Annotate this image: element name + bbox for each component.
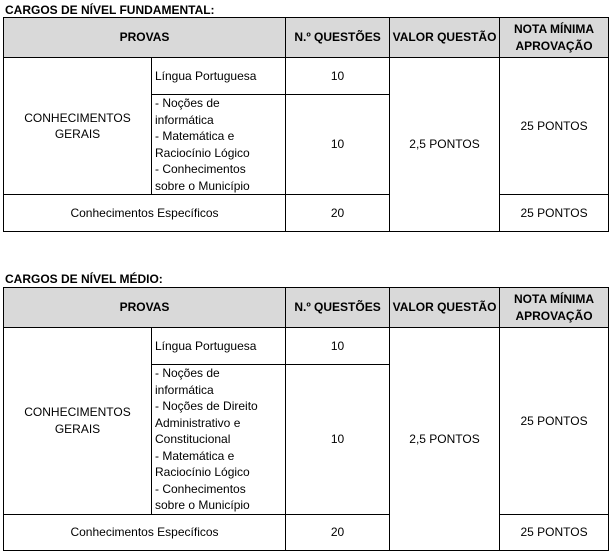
questions-cell: 10	[286, 328, 390, 365]
exam-table-fundamental	[3, 17, 609, 232]
subject-cell: Língua Portuguesa	[152, 58, 286, 95]
table-header-row	[4, 288, 609, 328]
questions-cell: 10	[286, 58, 390, 95]
table-header-row	[4, 18, 609, 58]
group-label-conhecimentos-gerais: CONHECIMENTOS GERAIS	[4, 328, 152, 515]
group-label-conhecimentos-gerais: CONHECIMENTOS GERAIS	[4, 58, 152, 195]
header-provas: PROVAS	[4, 288, 286, 328]
subject-cell: Língua Portuguesa	[152, 328, 286, 365]
subject-cell: - Noções de informática - Matemática e Raciocínio Lógico - Conhecimentos sobre o Município	[152, 95, 286, 195]
specific-label-cell: Conhecimentos Específicos	[4, 195, 286, 232]
table-row	[4, 58, 609, 95]
nota-minima-cell: 25 PONTOS	[500, 328, 609, 515]
valor-questao-cell: 2,5 PONTOS	[390, 328, 500, 551]
section-title-medio: CARGOS DE NÍVEL MÉDIO:	[5, 272, 163, 286]
nota-minima-cell: 25 PONTOS	[500, 195, 609, 232]
questions-cell: 10	[286, 365, 390, 515]
questions-cell: 20	[286, 514, 390, 550]
header-num-questoes: N.º QUESTÕES	[286, 288, 390, 328]
nota-minima-cell: 25 PONTOS	[500, 514, 609, 550]
valor-questao-cell: 2,5 PONTOS	[390, 58, 500, 232]
header-valor-questao: VALOR QUESTÃO	[390, 288, 500, 328]
header-valor-questao: VALOR QUESTÃO	[390, 18, 500, 58]
header-nota-minima: NOTA MÍNIMA APROVAÇÃO	[500, 288, 609, 328]
questions-cell: 10	[286, 95, 390, 195]
exam-table-medio	[3, 287, 609, 551]
table-row-specific	[4, 514, 609, 550]
header-nota-minima: NOTA MÍNIMA APROVAÇÃO	[500, 18, 609, 58]
specific-label-cell: Conhecimentos Específicos	[4, 514, 286, 550]
subject-cell: - Noções de informática - Noções de Direito Administrativo e Constitucional - Matemática e Raciocínio Lógico - Conhecimentos sobre o Município	[152, 365, 286, 515]
nota-minima-cell: 25 PONTOS	[500, 58, 609, 195]
header-num-questoes: N.º QUESTÕES	[286, 18, 390, 58]
table-row-specific	[4, 195, 609, 232]
header-provas: PROVAS	[4, 18, 286, 58]
questions-cell: 20	[286, 195, 390, 232]
section-title-fundamental: CARGOS DE NÍVEL FUNDAMENTAL:	[5, 3, 215, 17]
table-row	[4, 328, 609, 365]
